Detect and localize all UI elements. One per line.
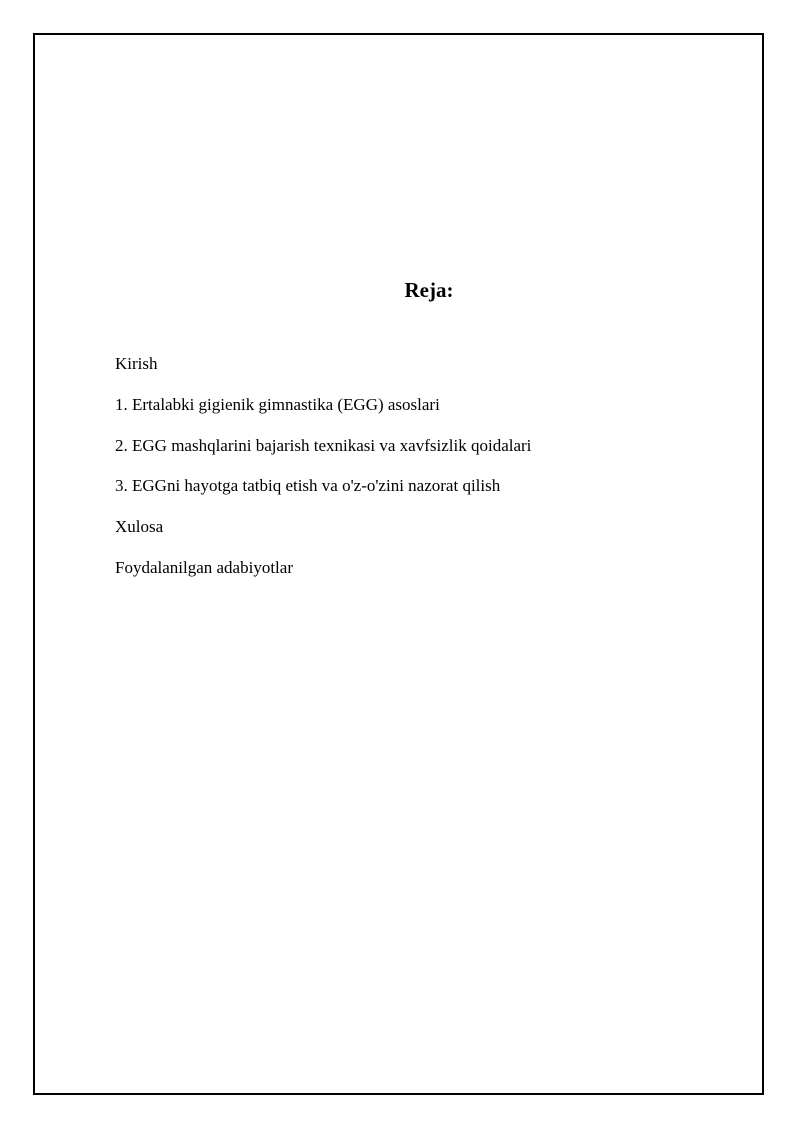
toc-item-section-1: 1. Ertalabki gigienik gimnastika (EGG) asoslari bbox=[115, 394, 440, 414]
toc-item-section-2: 2. EGG mashqlarini bajarish texnikasi va xavfsizlik qoidalari bbox=[115, 435, 532, 455]
toc-item-references: Foydalanilgan adabiyotlar bbox=[115, 557, 293, 577]
page-title: Reja: bbox=[404, 278, 454, 302]
toc-item-conclusion: Xulosa bbox=[115, 517, 164, 537]
toc-item-introduction: Kirish bbox=[115, 354, 158, 373]
toc-item-section-3: 3. EGGni hayotga tatbiq etish va o'z-o'zini nazorat qilish bbox=[115, 476, 501, 496]
table-of-contents bbox=[115, 352, 531, 597]
